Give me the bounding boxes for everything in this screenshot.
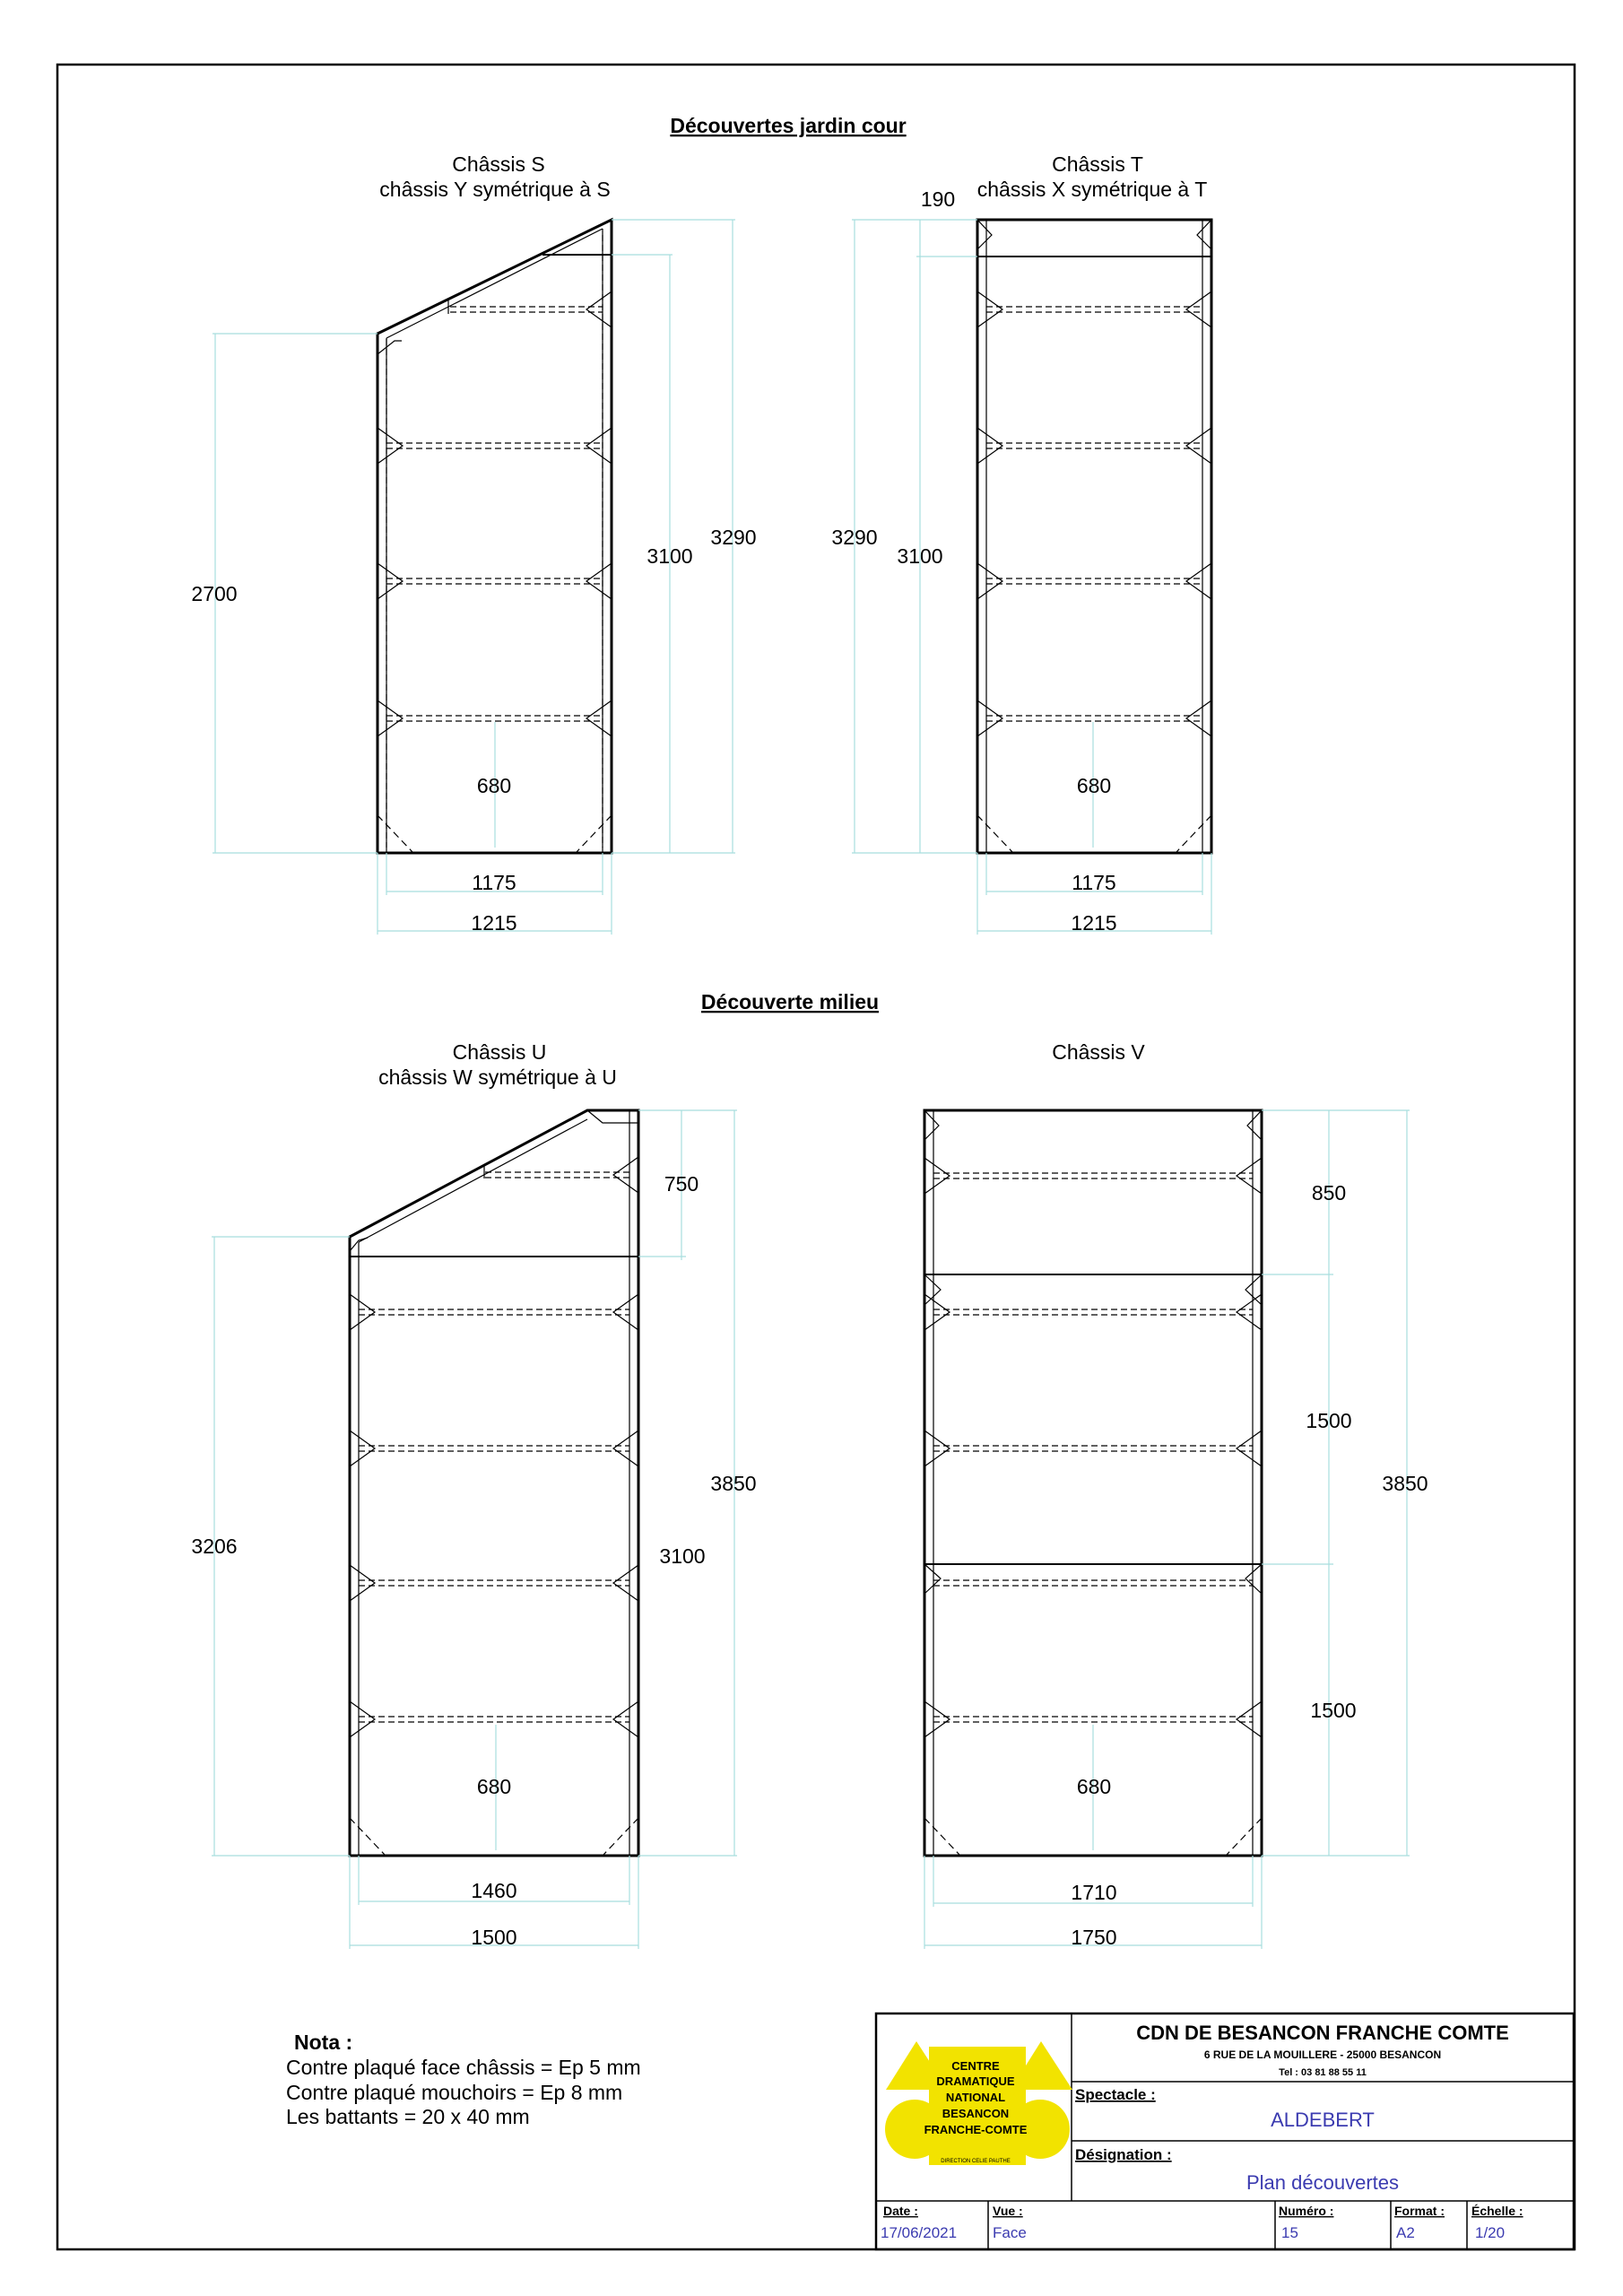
frame-u-dimensions xyxy=(212,1110,737,1949)
title-block xyxy=(876,2013,1574,2249)
section-title-jardin-cour: Découvertes jardin cour xyxy=(670,114,907,137)
frame-s-title: Châssis S xyxy=(452,152,545,176)
frame-u-dim-left-height: 3206 xyxy=(191,1535,238,1558)
designation-label: Désignation : xyxy=(1075,2146,1172,2163)
logo-direction: DIRECTION CELIE PAUTHE xyxy=(941,2159,1011,2164)
frame-v xyxy=(924,1040,1428,1949)
frame-s-dim-total-height: 3290 xyxy=(710,526,757,549)
frame-u-dim-mid-width: 680 xyxy=(476,1775,512,1798)
frame-u-body xyxy=(350,1110,638,1856)
vue-value: Face xyxy=(993,2224,1027,2241)
svg-text:CENTRE: CENTRE xyxy=(951,2059,1000,2073)
section-title-milieu: Découverte milieu xyxy=(700,990,880,1013)
nota-line-1: Contre plaqué face châssis = Ep 5 mm xyxy=(286,2056,641,2079)
frame-u-title: Châssis U xyxy=(452,1040,547,1064)
date-label: Date : xyxy=(883,2204,918,2218)
frame-v-dimensions xyxy=(924,1110,1410,1949)
cdn-logo xyxy=(885,2041,1072,2165)
nota-line-2: Contre plaqué mouchoirs = Ep 8 mm xyxy=(286,2081,623,2104)
company-phone: Tel : 03 81 88 55 11 xyxy=(1279,2067,1367,2078)
format-label: Format : xyxy=(1394,2204,1445,2218)
frame-s-dim-left-height: 2700 xyxy=(191,582,238,605)
frame-t-dimensions xyxy=(852,220,1211,935)
frame-u-dim-outer-width: 1500 xyxy=(471,1926,517,1949)
frame-v-dim-bottom-section: 1500 xyxy=(1310,1699,1357,1722)
svg-text:DRAMATIQUE: DRAMATIQUE xyxy=(936,2074,1015,2088)
designation-value: Plan découvertes xyxy=(1246,2171,1399,2194)
frame-u-subtitle: châssis W symétrique à U xyxy=(378,1065,617,1089)
frame-v-dim-inner-width: 1710 xyxy=(1071,1881,1117,1904)
svg-text:BESANCON: BESANCON xyxy=(942,2107,1010,2120)
frame-u-dim-top-offset: 750 xyxy=(664,1172,699,1196)
nota-line-3: Les battants = 20 x 40 mm xyxy=(286,2105,530,2128)
frame-v-title: Châssis V xyxy=(1052,1040,1145,1064)
frame-t-dim-mid-width: 680 xyxy=(1076,774,1112,797)
frame-v-dim-mid-section: 1500 xyxy=(1306,1409,1352,1432)
frame-t-dim-total-height: 3290 xyxy=(831,526,878,549)
svg-text:FRANCHE-COMTE: FRANCHE-COMTE xyxy=(924,2123,1028,2136)
frame-t-body xyxy=(977,220,1211,853)
frame-s-dim-inner-height: 3100 xyxy=(647,544,693,568)
frame-s-dim-outer-width: 1215 xyxy=(471,911,517,935)
nota-heading: Nota : xyxy=(294,2031,353,2054)
echelle-value: 1/20 xyxy=(1475,2224,1506,2241)
spectacle-label: Spectacle : xyxy=(1075,2086,1156,2103)
frame-v-dim-total-height: 3850 xyxy=(1382,1472,1428,1495)
numero-label: Numéro : xyxy=(1279,2204,1334,2218)
frame-t xyxy=(831,152,1211,935)
format-value: A2 xyxy=(1396,2224,1415,2241)
frame-s-subtitle: châssis Y symétrique à S xyxy=(379,178,611,201)
frame-t-dim-inner-width: 1175 xyxy=(1072,871,1116,894)
frame-s xyxy=(191,152,756,935)
frame-t-subtitle: châssis X symétrique à T xyxy=(976,178,1208,201)
frame-t-dim-inner-height: 3100 xyxy=(897,544,943,568)
company-name: CDN DE BESANCON FRANCHE COMTE xyxy=(1136,2022,1509,2044)
frame-t-dim-outer-width: 1215 xyxy=(1071,911,1117,935)
frame-u-dim-total-height: 3850 xyxy=(710,1472,757,1495)
spectacle-value: ALDEBERT xyxy=(1271,2109,1375,2131)
date-value: 17/06/2021 xyxy=(881,2224,958,2241)
nota xyxy=(286,2031,641,2128)
frame-v-dim-outer-width: 1750 xyxy=(1071,1926,1117,1949)
frame-u-dim-inner-width: 1460 xyxy=(471,1879,517,1902)
frame-v-dim-top-section: 850 xyxy=(1311,1181,1347,1205)
svg-text:NATIONAL: NATIONAL xyxy=(945,2091,1006,2104)
frame-s-dim-inner-width: 1175 xyxy=(472,871,516,894)
frame-s-dim-mid-width: 680 xyxy=(476,774,512,797)
company-address: 6 RUE DE LA MOUILLERE - 25000 BESANCON xyxy=(1203,2048,1442,2061)
frame-u-dim-inner-height: 3100 xyxy=(659,1544,706,1568)
echelle-label: Échelle : xyxy=(1471,2204,1523,2218)
frame-t-title: Châssis T xyxy=(1052,152,1143,176)
frame-t-dim-top-offset: 190 xyxy=(920,187,956,211)
sheet-border xyxy=(57,65,1575,2249)
frame-s-dimensions xyxy=(213,220,735,935)
frame-v-dim-mid-width: 680 xyxy=(1076,1775,1112,1798)
frame-u xyxy=(191,1040,756,1949)
vue-label: Vue : xyxy=(993,2204,1023,2218)
numero-value: 15 xyxy=(1281,2224,1298,2241)
